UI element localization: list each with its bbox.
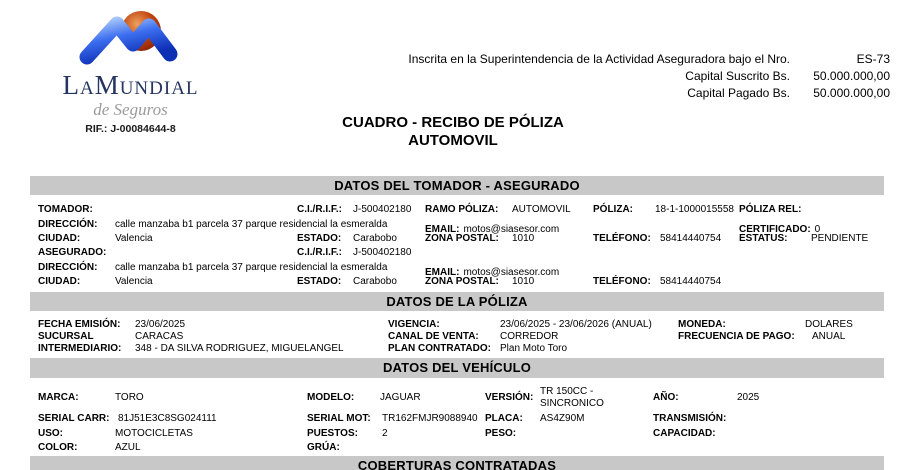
peso-label: PESO: <box>485 428 517 439</box>
vigencia-label: VIGENCIA: <box>388 319 440 330</box>
ramo-label: RAMO PÓLIZA: <box>425 204 499 215</box>
registration-row <box>0 69 890 83</box>
canal-venta-label: CANAL DE VENTA: <box>388 331 479 342</box>
poliza-rel-label: PÓLIZA REL: <box>739 204 802 215</box>
telefono1-label: TELÉFONO: <box>593 233 651 244</box>
plan-label: PLAN CONTRATADO: <box>388 343 491 354</box>
brand-tagline: de Seguros <box>93 100 168 119</box>
direccion1-label: DIRECCIÓN: <box>38 219 98 230</box>
puestos-label: PUESTOS: <box>307 428 358 439</box>
estado2-label: ESTADO: <box>297 276 342 287</box>
capacidad-label: CAPACIDAD: <box>653 428 716 439</box>
section-bar-poliza: DATOS DE LA PÓLIZA <box>30 292 884 311</box>
estatus-label: ESTATUS: <box>739 233 788 244</box>
modelo-value: JAGUAR <box>380 392 421 403</box>
registration-label: Inscrita en la Superintendencia de la Actividad Aseguradora bajo el Nro. <box>408 52 790 66</box>
registration-label: Capital Pagado Bs. <box>687 86 790 100</box>
telefono1-value: 58414440754 <box>660 233 722 244</box>
tomador-label: TOMADOR: <box>38 204 93 215</box>
zona1-label: ZONA POSTAL: <box>425 233 499 244</box>
cirif2-label: C.I./R.I.F.: <box>297 247 342 258</box>
estatus-value: PENDIENTE <box>811 233 869 244</box>
sucursal-label: SUCURSAL <box>38 331 94 342</box>
cirif1-label: C.I./R.I.F.: <box>297 204 342 215</box>
ciudad2-value: Valencia <box>115 276 153 287</box>
poliza-value: 18-1-1000015558 <box>655 204 734 215</box>
moneda-label: MONEDA: <box>678 319 726 330</box>
direccion2-value: calle manzaba b1 parcela 37 parque residencial la esmeralda <box>115 262 388 273</box>
puestos-value: 2 <box>382 428 388 439</box>
sucursal-value: CARACAS <box>135 331 184 342</box>
serial-carr-label: SERIAL CARR: <box>38 413 110 424</box>
section-bar-vehiculo: DATOS DEL VEHÍCULO <box>30 358 884 378</box>
frecuencia-value: ANUAL <box>812 331 846 342</box>
grua-label: GRÚA: <box>307 442 340 453</box>
email1-label: EMAIL: <box>425 224 460 235</box>
ciudad2-label: CIUDAD: <box>38 276 81 287</box>
brand-letter: L <box>62 70 80 100</box>
estado2-value: Carabobo <box>353 276 397 287</box>
zona1-value: 1010 <box>512 233 535 244</box>
document-title-line1: CUADRO - RECIBO DE PÓLIZA <box>342 114 564 131</box>
ramo-value: AUTOMOVIL <box>512 204 571 215</box>
serial-mot-label: SERIAL MOT: <box>307 413 371 424</box>
canal-venta-value: CORREDOR <box>500 331 559 342</box>
section-bar-tomador: DATOS DEL TOMADOR - ASEGURADO <box>30 176 884 195</box>
serial-mot-value: TR162FMJR9088940 <box>382 413 478 424</box>
registration-value: 50.000.000,00 <box>813 69 890 83</box>
certificado-value: 0 <box>814 224 821 235</box>
transmision-label: TRANSMISIÓN: <box>653 413 727 424</box>
registration-value: 50.000.000,00 <box>813 86 890 100</box>
telefono2-label: TELÉFONO: <box>593 276 651 287</box>
ciudad1-label: CIUDAD: <box>38 233 81 244</box>
brand-letter: M <box>94 70 120 100</box>
cirif1-value: J-500402180 <box>353 204 412 215</box>
uso-value: MOTOCICLETAS <box>115 428 193 439</box>
vigencia-value: 23/06/2025 - 23/06/2026 (ANUAL) <box>500 319 652 330</box>
certificado-label: CERTIFICADO: <box>739 224 811 235</box>
ciudad1-value: Valencia <box>115 233 153 244</box>
email2-label: EMAIL: <box>425 267 460 278</box>
email2-value: motos@siasesor.com <box>463 267 560 278</box>
zona2-value: 1010 <box>512 276 535 287</box>
direccion2-label: DIRECCIÓN: <box>38 262 98 273</box>
frecuencia-label: FRECUENCIA DE PAGO: <box>678 331 795 342</box>
marca-value: TORO <box>115 392 144 403</box>
estado1-label: ESTADO: <box>297 233 342 244</box>
telefono2-value: 58414440754 <box>660 276 722 287</box>
brand-letter: A <box>79 78 95 99</box>
serial-carr-value: 81J51E3C8SG024111 <box>118 413 217 424</box>
fecha-emision-value: 23/06/2025 <box>135 319 186 330</box>
version-value-line1: TR 150CC - <box>540 386 594 397</box>
plan-value: Plan Moto Toro <box>500 343 568 354</box>
company-rif: RIF.: J-00084644-8 <box>85 123 176 135</box>
section-bar-coberturas: COBERTURAS CONTRATADAS <box>30 456 884 470</box>
email1-value: motos@siasesor.com <box>463 224 560 235</box>
uso-label: USO: <box>38 428 63 439</box>
intermediario-value: 348 - DA SILVA RODRIGUEZ, MIGUELANGEL <box>135 343 344 354</box>
registration-label: Capital Suscrito Bs. <box>685 69 790 83</box>
document-title-line2: AUTOMOVIL <box>408 132 498 149</box>
placa-label: PLACA: <box>485 413 523 424</box>
direccion1-value: calle manzaba b1 parcela 37 parque residencial la esmeralda <box>115 219 388 230</box>
moneda-value: DOLARES <box>805 319 853 330</box>
color-value: AZUL <box>115 442 141 453</box>
zona2-label: ZONA POSTAL: <box>425 276 499 287</box>
brand-letter: UNDIAL <box>119 78 199 99</box>
registration-row <box>0 86 890 100</box>
ano-value: 2025 <box>737 392 760 403</box>
cirif2-value: J-500402180 <box>353 247 412 258</box>
fecha-emision-label: FECHA EMISIÓN: <box>38 319 121 330</box>
asegurado-label: ASEGURADO: <box>38 247 107 258</box>
marca-label: MARCA: <box>38 392 79 403</box>
estado1-value: Carabobo <box>353 233 397 244</box>
poliza-label: PÓLIZA: <box>593 204 633 215</box>
ano-label: AÑO: <box>653 392 679 403</box>
registration-value: ES-73 <box>856 52 890 66</box>
registration-row <box>0 52 890 66</box>
placa-value: AS4Z90M <box>540 413 585 424</box>
modelo-label: MODELO: <box>307 392 355 403</box>
intermediario-label: INTERMEDIARIO: <box>38 343 122 354</box>
color-label: COLOR: <box>38 442 78 453</box>
version-value-line2: SINCRONICO <box>540 398 604 409</box>
version-label: VERSIÓN: <box>485 392 534 403</box>
